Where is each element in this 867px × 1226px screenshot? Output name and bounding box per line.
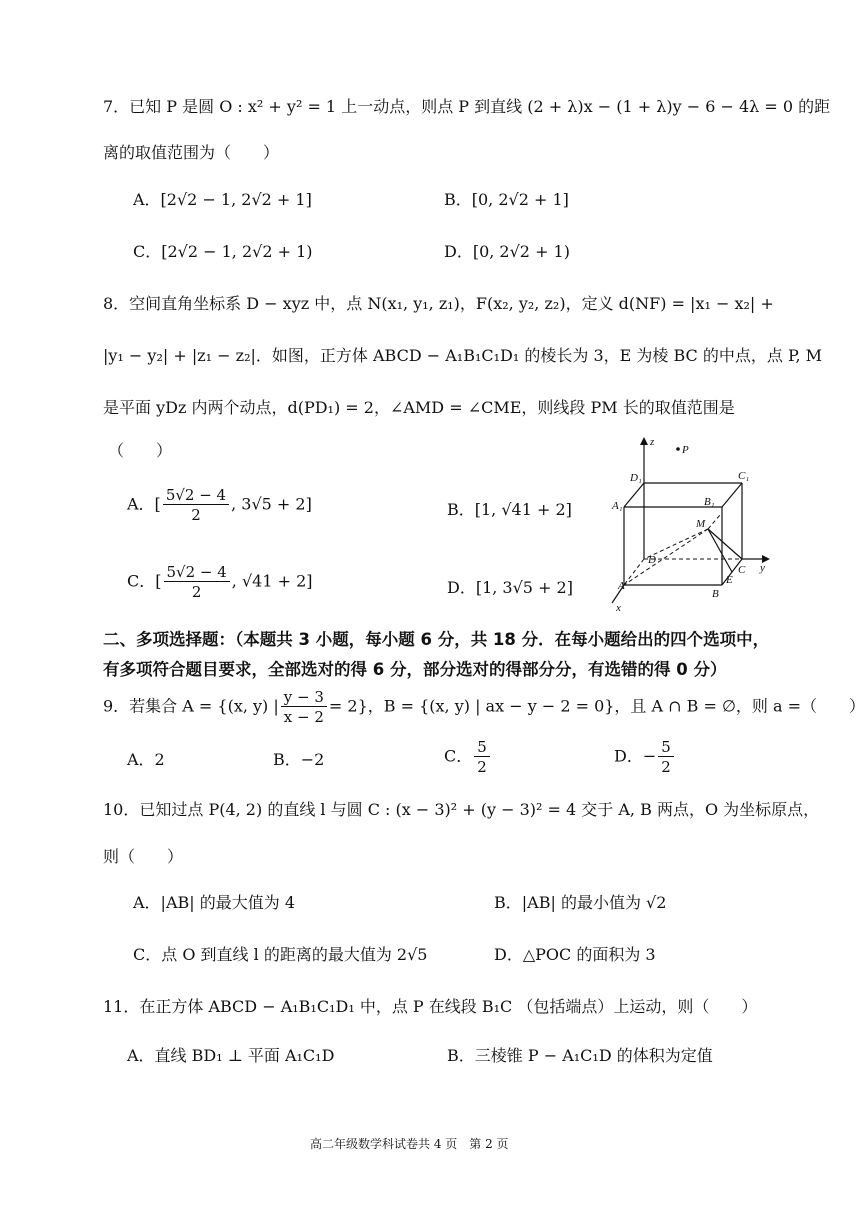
q10-stem-line1: 10．已知过点 P(4, 2) 的直线 l 与圆 C : (x − 3)² + (y − 3)² = 4 交于 A, B 两点，O 为坐标原点，: [103, 800, 820, 819]
label-e: E: [726, 574, 733, 586]
q8-stem-line3: 是平面 yDz 内两个动点，d(PD₁) = 2，∠AMD = ∠CME，则线段 PM 长的取值范围是: [103, 398, 735, 417]
q8-stem-line4: （ ）: [108, 441, 173, 460]
q7-option-a: A．[2√2 − 1, 2√2 + 1]: [133, 190, 312, 209]
label-a: A: [618, 580, 625, 592]
label-p: P: [682, 444, 689, 456]
q10-option-d: D．△POC 的面积为 3: [494, 945, 656, 964]
label-m: M: [696, 518, 706, 530]
q10-option-a: A．|AB| 的最大值为 4: [133, 893, 296, 912]
q11-stem: 11．在正方体 ABCD − A₁B₁C₁D₁ 中，点 P 在线段 B₁C （包括端点）上运动，则（ ）: [103, 997, 758, 1016]
label-c1: C₁: [738, 470, 750, 482]
q8-option-a: A．[ $\frac{5√2 - 4}{2}$ , 3√5 + 2]: [127, 486, 312, 524]
label-x: x: [616, 602, 621, 614]
label-y: y: [760, 562, 765, 574]
q8-option-d: D．[1, 3√5 + 2]: [447, 578, 573, 597]
section2-heading-line1: 二、多项选择题：（本题共 3 小题，每小题 6 分，共 18 分．在每小题给出的四个选项中，: [103, 630, 770, 649]
point-p-dot: [676, 447, 680, 451]
q8-option-c: C．[ $\frac{5√2 - 4}{2}$ , √41 + 2]: [127, 563, 313, 601]
section2-heading-line2: 有多项符合题目要求，全部选对的得 6 分，部分选对的得部分分，有选错的得 0 分）: [103, 660, 727, 679]
q9-stem: 9．若集合 A = {(x, y) | $\frac{y - 3}{x - 2}$ = 2}，B = {(x, y) | ax − y − 2 = 0}，且 A ∩ B = ∅，则 a =（ ）: [103, 688, 866, 726]
q10-stem-line2: 则（ ）: [103, 847, 184, 866]
q8-stem-line1: 8．空间直角坐标系 D − xyz 中，点 N(x₁, y₁, z₁)，F(x₂, y₂, z₂)，定义 d(NF) = |x₁ − x₂| +: [103, 294, 774, 313]
q11-option-a: A．直线 BD₁ ⊥ 平面 A₁C₁D: [127, 1046, 335, 1065]
q9-option-b: B．−2: [273, 750, 325, 769]
q8-a-denominator: 2: [191, 506, 201, 524]
page-footer: 高二年级数学科试卷共 4 页 第 2 页: [310, 1137, 509, 1151]
q8-option-b: B．[1, √41 + 2]: [447, 500, 572, 519]
q9-option-d: D．− $\frac{5}{2}$: [614, 738, 676, 776]
q9-denominator: x − 2: [283, 708, 324, 726]
label-d: D: [648, 554, 656, 566]
q8-c-denominator: 2: [191, 583, 202, 601]
q7-option-d: D．[0, 2√2 + 1): [444, 242, 570, 261]
label-d1: D₁: [630, 472, 642, 484]
q9-option-c: C． $\frac{5}{2}$: [444, 738, 492, 776]
q11-option-b: B．三棱锥 P − A₁C₁D 的体积为定值: [447, 1046, 713, 1065]
label-c: C: [738, 564, 746, 576]
cube-figure: [600, 435, 780, 615]
q9-option-a: A．2: [127, 750, 165, 769]
q7-option-c: C．[2√2 − 1, 2√2 + 1): [133, 242, 313, 261]
q8-stem-line2: |y₁ − y₂| + |z₁ − z₂|．如图，正方体 ABCD − A₁B₁C₁D₁ 的棱长为 3，E 为棱 BC 的中点，点 P, M: [103, 346, 823, 365]
label-b: B: [712, 588, 719, 600]
q7-option-b: B．[0, 2√2 + 1]: [444, 190, 569, 209]
label-a1: A₁: [612, 500, 623, 512]
q9-numerator: y − 3: [281, 688, 327, 707]
q10-option-c: C．点 O 到直线 l 的距离的最大值为 2√5: [133, 945, 428, 964]
label-z: z: [650, 436, 655, 448]
q8-c-numerator: 5√2 − 4: [164, 563, 230, 582]
q7-stem-line1: 7．已知 P 是圆 O : x² + y² = 1 上一动点，则点 P 到直线 (2 + λ)x − (1 + λ)y − 6 − 4λ = 0 的距: [103, 97, 831, 116]
q7-stem-line2: 离的取值范围为（ ）: [103, 143, 280, 162]
q8-a-numerator: 5√2 − 4: [163, 486, 229, 505]
label-b1: B₁: [704, 496, 715, 508]
q10-option-b: B．|AB| 的最小值为 √2: [494, 893, 667, 912]
